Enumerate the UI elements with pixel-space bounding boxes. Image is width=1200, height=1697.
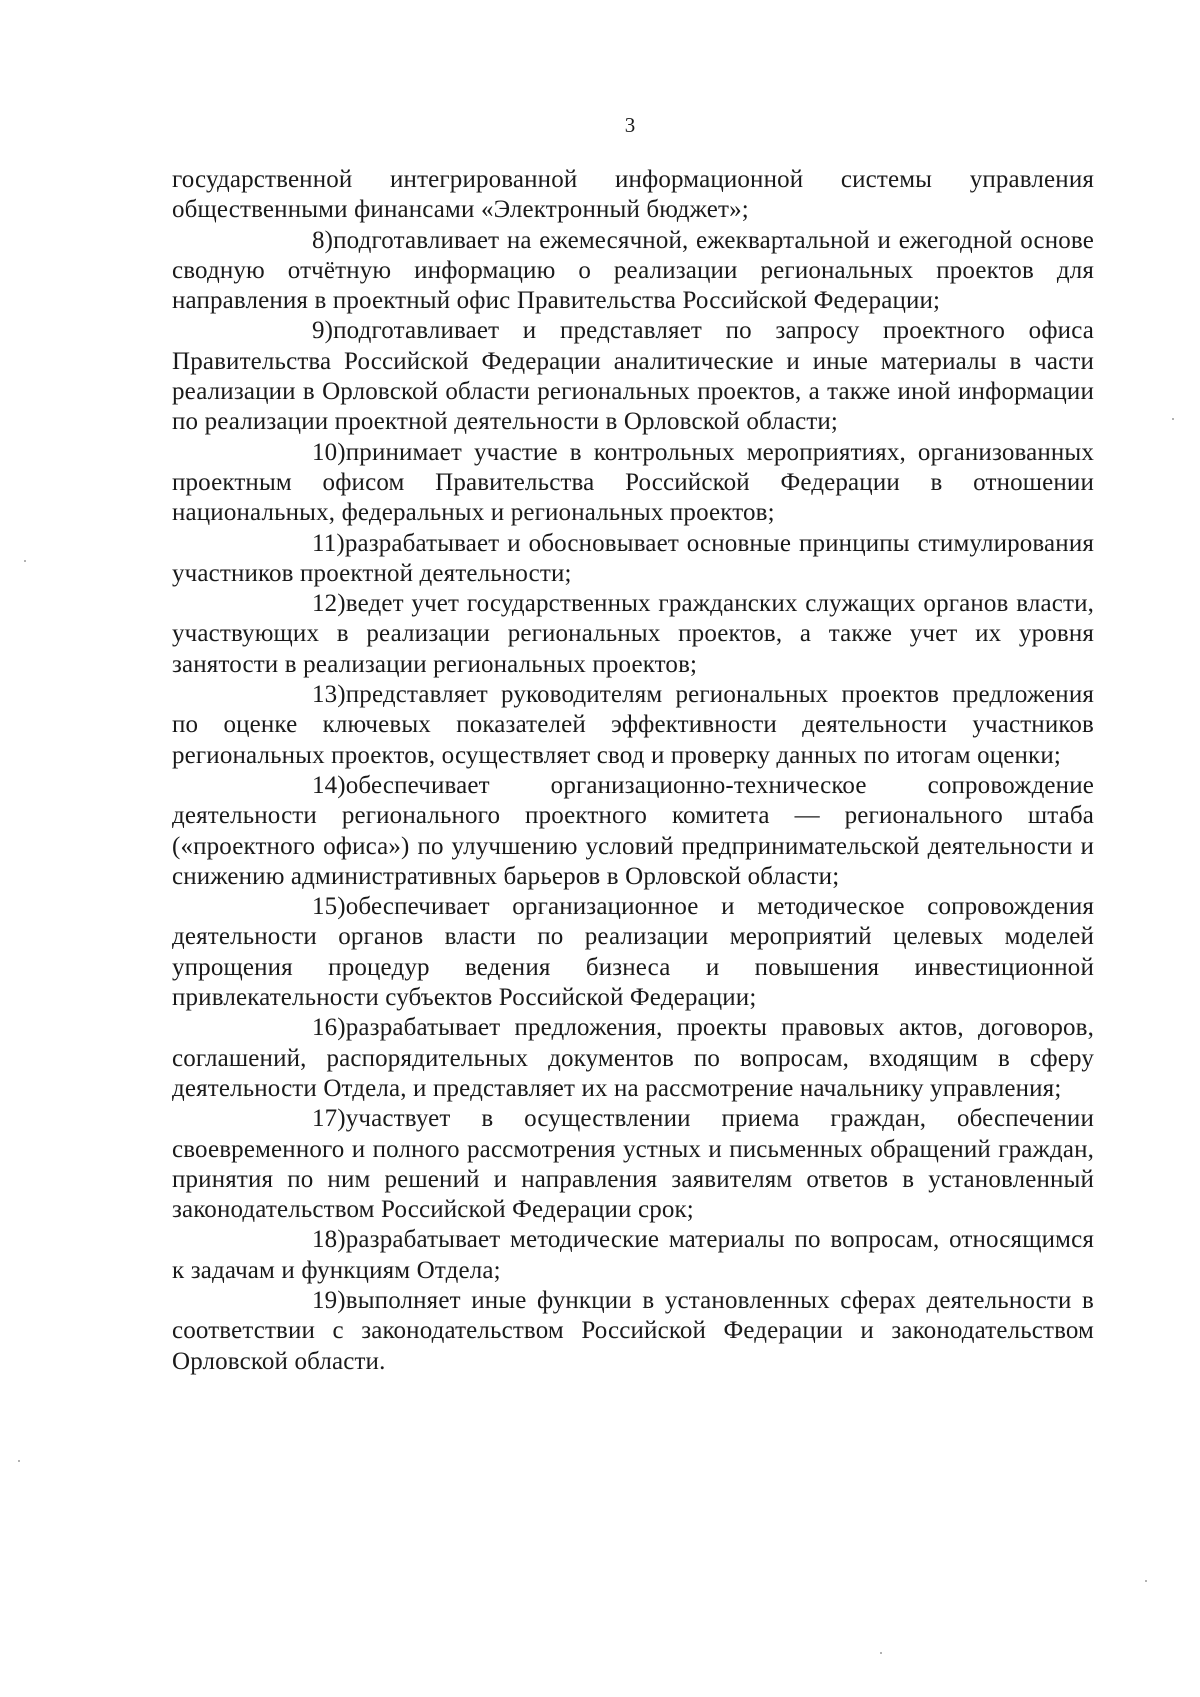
list-item-text: подготавливает и представляет по запросу проектного офиса Правительства Российской Федерации аналитические и иные материалы в части реализации в Орловской области региональных проектов, а также иной информации по реализации проектной деятельности в Орловской области; [172,317,1094,436]
list-item-text: разрабатывает методические материалы по вопросам, относящимся к задачам и функциям Отдела; [172,1226,1094,1284]
list-item-number: 15) [312,893,346,921]
scan-speck [18,1460,20,1462]
list-item-text: обеспечивает организационно-техническое сопровождение деятельности регионального проектного комитета — регионального штаба («проектного офиса») по улучшению условий предпринимательской деятельности и снижению административных барьеров в Орловской области; [172,771,1094,890]
scan-speck [880,1652,882,1654]
list-item [172,226,1094,317]
list-item-text: участвует в осуществлении приема граждан, обеспечении своевременного и полного рассмотрения устных и письменных обращений граждан, принятия по ним решений и направления заявителям ответов в установленный законодательством Российской Федерации срок; [172,1105,1094,1224]
list-item-text: принимает участие в контрольных мероприятиях, организованных проектным офисом Правительства Российской Федерации в отношении национальных, федеральных и региональных проектов; [172,438,1094,527]
list-item [172,680,1094,771]
list-item [172,1104,1094,1225]
list-item [172,771,1094,892]
list-item-number: 19) [312,1286,346,1314]
list-item-number: 12) [312,590,346,618]
list-item [172,529,1094,590]
list-item-text: ведет учет государственных гражданских служащих органов власти, участвующих в реализации региональных проектов, а также учет их уровня занятости в реализации региональных проектов; [172,590,1094,678]
list-item-text: разрабатывает и обосновывает основные принципы стимулирования участников проектной деятельности; [172,529,1094,587]
list-item-number: 14) [312,771,346,799]
list-item [172,1013,1094,1104]
list-item-number: 13) [312,681,346,709]
scan-speck [1145,1580,1147,1582]
list-item [172,1286,1094,1377]
list-item-text: подготавливает на ежемесячной, ежеквартальной и ежегодной основе сводную отчётную информацию о реализации региональных проектов для направления в проектный офис Правительства Российской Федерации; [172,226,1094,315]
page-number: 3 [624,113,636,137]
list-item-number: 18) [312,1226,346,1254]
list-item-number: 10) [312,438,346,466]
scan-speck [24,560,26,562]
list-item-text: разрабатывает предложения, проекты правовых актов, договоров, соглашений, распорядительных документов по вопросам, входящим в сферу деятельности Отдела, и представляет их на рассмотрение начальнику управления; [172,1014,1094,1102]
list-item [172,316,1094,437]
numbered-list [172,226,1094,1377]
continuation-paragraph: государственной интегрированной информационной системы управления общественными финансами «Электронный бюджет»; [172,166,1094,224]
list-item [172,589,1094,680]
document-body [172,165,1094,1377]
list-item [172,1225,1094,1286]
list-item-text: представляет руководителям региональных проектов предложения по оценке ключевых показателей эффективности деятельности участников региональных проектов, осуществляет свод и проверку данных по итогам оценки; [172,681,1094,769]
list-item-number: 17) [312,1105,346,1133]
list-item [172,892,1094,1013]
list-item [172,438,1094,529]
list-item-number: 8) [312,226,334,254]
scan-speck [1172,418,1174,420]
list-item-text: обеспечивает организационное и методическое сопровождения деятельности органов власти по реализации мероприятий целевых моделей упрощения процедур ведения бизнеса и повышения инвестиционной привлекательности субъектов Российской Федерации; [172,893,1094,1012]
list-item-number: 9) [312,317,334,345]
list-item-number: 16) [312,1014,346,1042]
list-item-number: 11) [312,529,345,557]
list-item-text: выполняет иные функции в установленных сферах деятельности в соответствии с законодательством Российской Федерации и законодательством Орловской области. [172,1286,1094,1375]
